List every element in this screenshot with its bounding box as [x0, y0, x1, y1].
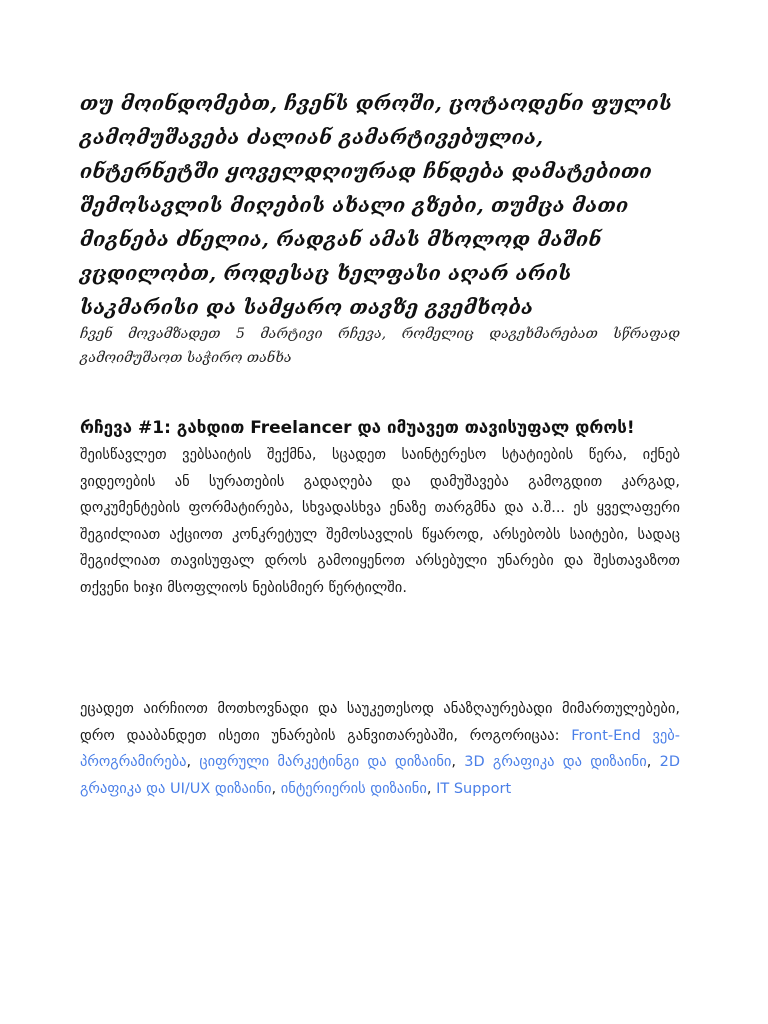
link-front-end-web-programming[interactable]: Front-End ვებ-პროგრამირება: [80, 727, 680, 770]
link-separator: ,: [451, 754, 465, 770]
page-headline: თუ მოინდომებთ, ჩვენს დროში, ცოტაოდენი ფულის გამომუშავება ძალიან გამარტივებულია, ინტერნეტში ყოველდღიურად ჩნდება დამატებითი შემოსავლის მიღების ახალი გზები, თუმცა მათი მიგნება ძნელია, რადგან ამას მხოლოდ მაშინ ვცდილობთ, როდესაც ხელფასი აღარ არის საკმარისი და სამყარო თავზე გვემხობა: [80, 91, 673, 319]
link-separator: ,: [271, 780, 281, 797]
tip-1-body: შეისწავლეთ ვებსაიტის შექმნა, სცადეთ საინტერესო სტატიების წერა, იქნებ ვიდეოების ან სურათების გადაღება და დამუშავება გამოგდით კარგად, დოკუმენტების ფორმატირება, სხვადასხვა ენაზე თარგმნა და ა.შ... ეს ყველაფერი შეგიძლიათ აქციოთ კონკრეტულ შემოსავლის წყაროდ, არსებობს საიტები, სადაც შეგიძლიათ თავისუფალ დროს გამოიყენოთ არსებული უნარები და შესთავაზოთ თქვენი ხიჯი მსოფლიოს ნებისმიერ წერტილში.: [80, 447, 680, 596]
skills-paragraph: [80, 696, 680, 802]
link-digital-marketing-design[interactable]: ციფრული მარკეტინგი და დიზაინი: [199, 754, 452, 770]
page-subheading: ჩვენ მოვამზადეთ 5 მარტივი რჩევა, რომელიც დაგეხმარებათ სწრაფად გამოიმუშაოთ საჭირო თანხა: [80, 326, 680, 366]
tip-1-title: რჩევა #1: გახდით Freelancer და იმუავეთ თავისუფალ დროს!: [80, 418, 635, 438]
link-it-support[interactable]: IT Support: [436, 780, 512, 797]
skills-intro-text: ეცადეთ აირჩიოთ მოთხოვნადი და საუკეთესოდ ანაზღაურებადი მიმართულებები, დრო დააბანდეთ ისეთი უნარების განვითარებაში, როგორიცაა:: [80, 701, 680, 744]
link-separator: ,: [426, 780, 437, 797]
link-3d-graphics-design[interactable]: 3D გრაფიკა და დიზაინი: [464, 754, 647, 770]
link-separator: ,: [646, 754, 660, 770]
link-2d-graphics-uiux-design[interactable]: 2D გრაფიკა და UI/UX დიზაინი: [80, 754, 681, 797]
link-interior-design[interactable]: ინტერიერის დიზაინი: [280, 780, 427, 797]
link-separator: ,: [186, 754, 200, 770]
